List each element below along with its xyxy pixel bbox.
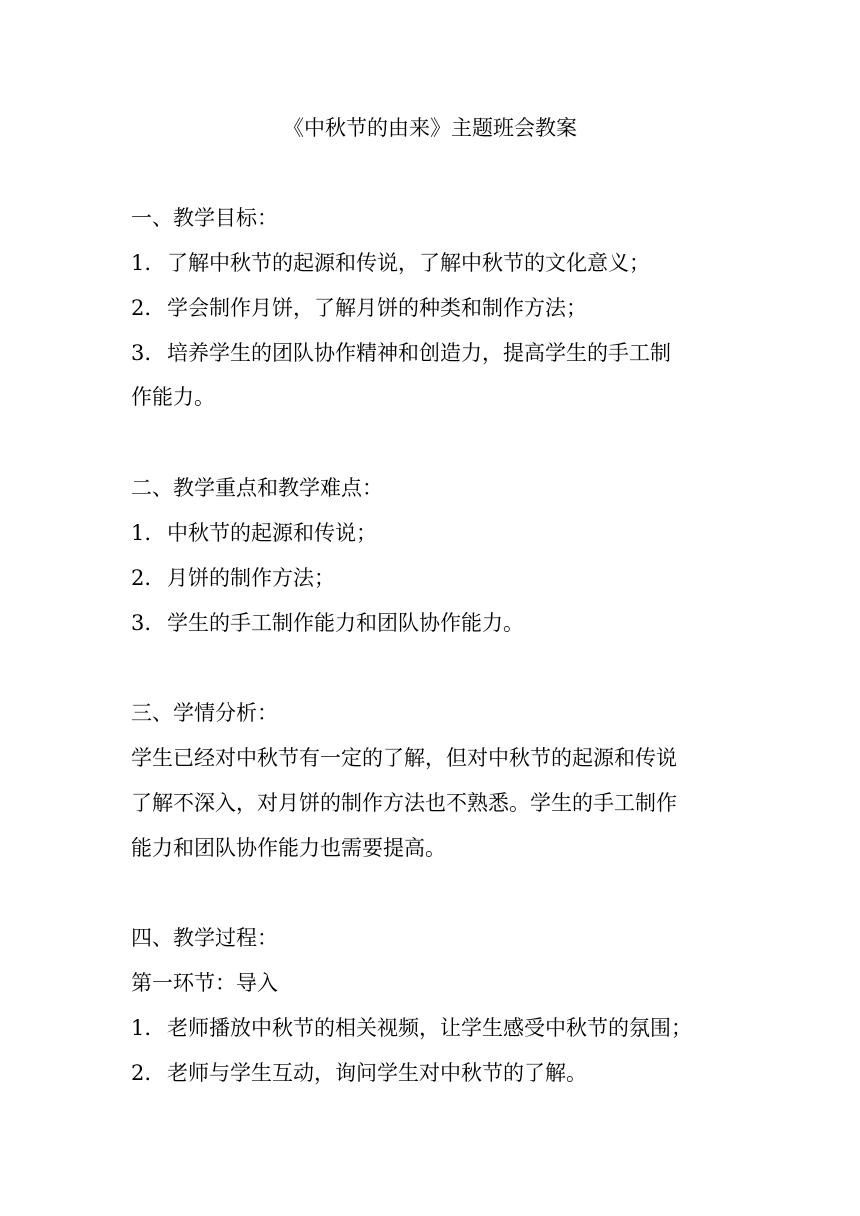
item-number: 2. (131, 566, 152, 590)
item-text: 了解中秋节的起源和传说，了解中秋节的文化意义； (167, 251, 650, 275)
section-heading-objectives: 一、教学目标： (131, 206, 278, 230)
item-text: 老师与学生互动，询问学生对中秋节的了解。 (167, 1061, 587, 1085)
list-item (131, 518, 741, 548)
list-item (131, 1058, 741, 1088)
item-text: 月饼的制作方法； (167, 566, 335, 590)
item-text: 中秋节的起源和传说； (167, 521, 377, 545)
item-number: 2. (131, 1061, 152, 1085)
list-item (131, 248, 741, 278)
list-item-continuation: 作能力。 (131, 385, 215, 409)
item-number: 1. (131, 521, 152, 545)
item-number: 3. (131, 341, 152, 365)
item-text: 培养学生的团队协作精神和创造力，提高学生的手工制 (167, 341, 671, 365)
list-item (131, 338, 741, 368)
list-item (131, 563, 741, 593)
item-number: 1. (131, 1016, 152, 1040)
item-text: 学生的手工制作能力和团队协作能力。 (167, 611, 524, 635)
item-text: 学会制作月饼，了解月饼的种类和制作方法； (167, 296, 587, 320)
section-heading-process: 四、教学过程： (131, 926, 278, 950)
subheading-stage-one: 第一环节：导入 (131, 971, 278, 995)
section-heading-key-points: 二、教学重点和教学难点： (131, 476, 383, 500)
paragraph-line: 能力和团队协作能力也需要提高。 (131, 836, 446, 860)
item-number: 2. (131, 296, 152, 320)
list-item (131, 1013, 741, 1043)
paragraph-line: 学生已经对中秋节有一定的了解，但对中秋节的起源和传说 (131, 746, 677, 770)
item-number: 3. (131, 611, 152, 635)
section-heading-analysis: 三、学情分析： (131, 701, 278, 725)
list-item (131, 293, 741, 323)
paragraph-line: 了解不深入，对月饼的制作方法也不熟悉。学生的手工制作 (131, 791, 677, 815)
item-text: 老师播放中秋节的相关视频，让学生感受中秋节的氛围； (167, 1016, 692, 1040)
document-title: 《中秋节的由来》主题班会教案 (283, 116, 577, 140)
list-item (131, 608, 741, 638)
item-number: 1. (131, 251, 152, 275)
